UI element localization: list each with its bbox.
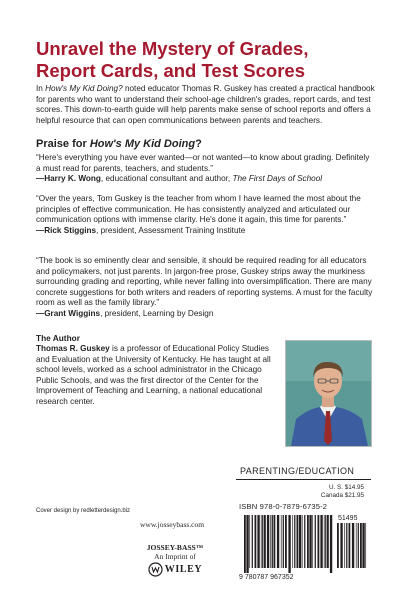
publisher-logo — [140, 543, 210, 577]
quote-attribution — [36, 174, 376, 185]
quote-block — [36, 194, 376, 236]
price-canada: Canada $21.95 — [320, 491, 364, 499]
publisher-imprint: An Imprint of — [154, 552, 196, 561]
quote-author: —Grant Wiggins — [36, 308, 101, 318]
quote-text: “Over the years, Tom Guskey is the teacher from whom I have learned the most about the principles of effective communication. He has consistently analyzed and articulated our communication options with immense clarity. He's done it again, this time for parents.” — [36, 194, 361, 225]
publisher-url: www.josseybass.com — [140, 520, 205, 529]
author-bio-text: is a professor of Educational Policy Studies and Evaluation at the University of Kentucky. He has taught at all school levels, worked as a school administrator in the Chicago Public Schools, and was the first director of the Center for the Improvement of Teaching and Learning, a national educational research center. — [36, 344, 271, 406]
author-heading: The Author — [36, 333, 80, 343]
book-title: How's My Kid Doing? — [45, 84, 123, 93]
price-us: U. S. $14.95 — [328, 484, 364, 491]
quote-author: —Harry K. Wong — [36, 174, 101, 184]
quote-role: , president, Learning by Design — [100, 308, 214, 318]
quote-author: —Rick Stiggins — [36, 225, 97, 235]
cover-credit: Cover design by redletterdesign.biz — [36, 508, 131, 514]
praise-post: ? — [195, 138, 202, 150]
quote-block — [36, 153, 376, 185]
quote-work: The First Days of School — [232, 174, 323, 184]
quote-attribution — [36, 309, 376, 320]
barcode-addon-digits: 51495 — [338, 515, 358, 522]
barcode-bars — [244, 515, 332, 573]
wiley-wordmark: WILEY — [164, 564, 203, 575]
intro-text: noted educator Thomas R. Guskey has created a practical handbook for parents who want to understand their school-age children's grades, report cards, and test scores. This down-to-earth guide will help parents make sense of school reports and offers a helpful resource that can open communications between parents and teachers. — [36, 84, 375, 125]
praise-pre: Praise for — [36, 138, 90, 150]
author-photo — [285, 340, 372, 447]
headline-line-1: Unravel the Mystery of Grades, — [36, 38, 309, 59]
quote-text: “Here's everything you have ever wanted—or not wanted—to know about grading. Definitely a must read for parents, teachers, and students.” — [36, 153, 370, 173]
barcode-addon-bars — [337, 523, 366, 568]
author-bio — [36, 344, 271, 408]
barcode-digits: 9 780787 967352 — [239, 574, 294, 581]
author-name: Thomas R. Guskey — [36, 344, 110, 353]
publisher-name: JOSSEY-BASS™ — [146, 543, 204, 552]
intro-pre: In — [36, 84, 46, 93]
quote-role: , educational consultant and author, — [100, 174, 233, 184]
isbn: ISBN 978-0-7879-6735-2 — [239, 502, 328, 511]
headline-line-2: Report Cards, and Test Scores — [36, 59, 306, 81]
headline — [36, 38, 376, 81]
wiley-emblem-icon — [148, 562, 163, 577]
price-block — [300, 484, 364, 499]
author-portrait-image — [286, 341, 371, 446]
intro-paragraph — [36, 84, 376, 126]
praise-title: How's My Kid Doing — [89, 138, 196, 150]
divider — [236, 479, 371, 480]
category-label: PARENTING/EDUCATION — [240, 466, 355, 476]
praise-heading — [36, 138, 202, 151]
quote-block — [36, 256, 376, 320]
quote-text: “The book is so eminently clear and sensible, it should be required reading for all educators and policymakers, not just parents. In jargon-free prose, Guskey strips away the murkiness surrounding grading and reporting, while never falling into oversimplification. There are many concrete suggestions for both writers and readers of reporting systems. A must for the faculty room as well as the family library.” — [36, 256, 373, 308]
quote-attribution — [36, 226, 376, 237]
wiley-logo — [140, 562, 210, 577]
quote-role: , president, Assessment Training Institute — [96, 225, 246, 235]
isbn-barcode — [236, 513, 371, 581]
